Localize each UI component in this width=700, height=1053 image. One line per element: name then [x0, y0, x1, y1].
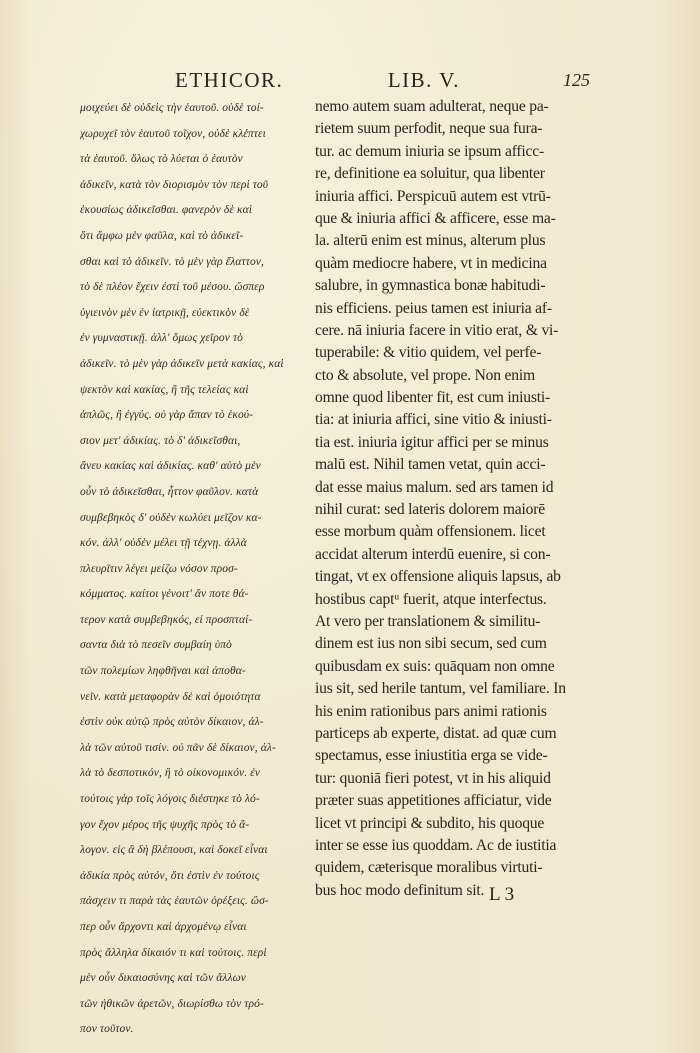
greek-text-line: γον ἔχον μέρος τῆς ψυχῆς πρὸς τὸ ἄ- [80, 818, 250, 831]
greek-text-line: ἄνευ κακίας καὶ ἀδικίας. καθ' αὑτὸ μὲν [80, 460, 261, 473]
latin-text-line: ius sit, sed herile tantum, vel familiare. In [315, 680, 566, 698]
greek-text-line: ἐν γυμναστικῇ. ἀλλ' ὅμως χεῖρον τὸ [80, 332, 244, 345]
latin-text-line: quàm mediocre habere, vt in medicina [315, 254, 547, 272]
latin-text-line: tia est. iniuria igitur affici per se minus [315, 433, 549, 451]
latin-text-line: tur: quoniā fieri potest, vt in his aliquid [315, 769, 551, 787]
latin-text-line: que & iniuria affici & afficere, esse ma- [315, 209, 556, 227]
greek-text-line: χωρυχεῖ τὸν ἑαυτοῦ τοῖχον, οὐδὲ κλέπτει [80, 127, 266, 140]
latin-text-line: particeps ab experte, distat. ad quæ cum [315, 724, 557, 742]
greek-text-line: τῶν ἠθικῶν ἀρετῶν, διωρίσθω τὸν τρό- [80, 997, 264, 1010]
page-number: 125 [563, 70, 590, 90]
greek-text-line: ψεκτὸν καὶ κακίας, ἢ τῆς τελείας καὶ [80, 383, 249, 396]
greek-text-line: λογον. εἰς ἃ δὴ βλέπουσι, καὶ δοκεῖ εἶναι [80, 844, 268, 857]
latin-text-line: inter se esse ius quoddam. Ac de iustitia [315, 836, 557, 854]
greek-text-line: σιον μετ' ἀδικίας. τὸ δ' ἀδικεῖσθαι, [80, 434, 241, 447]
greek-text-line: ἀδικία πρὸς αὑτόν, ὅτι ἐστὶν ἐν τούτοις [80, 869, 260, 882]
greek-text-line: κόμματος. καίτοι γένοιτ' ἄν ποτε θά- [80, 588, 249, 601]
latin-text-line: re, definitione ea soluitur, qua libenter [315, 165, 545, 183]
running-title-left: ETHICOR. [175, 68, 284, 92]
greek-text-line: λὰ τὸ δεσποτικόν, ἢ τὸ οἰκονομικόν. ἐν [80, 767, 261, 780]
latin-text-line: bus hoc modo definitum sit. [315, 881, 485, 899]
latin-text-line: præter suas appetitiones afficiatur, vide [315, 792, 552, 810]
greek-text-line: σαντα διὰ τὸ πεσεῖν συμβαίη ὑπὸ [80, 639, 232, 652]
greek-text-column [80, 96, 308, 1043]
latin-text-line: salubre, in gymnastica bonæ habitudi- [315, 277, 546, 295]
greek-text-line: ἐστὶν οὐκ αὐτῷ πρὸς αὑτὸν δίκαιον, ἀλ- [80, 716, 264, 729]
latin-text-line: malū est. Nihil tamen vetat, quin acci- [315, 456, 546, 474]
latin-text-line: rietem suum perfodit, neque sua fura- [315, 120, 543, 138]
running-head [175, 68, 460, 93]
greek-text-line: πον τοῦτον. [80, 1023, 134, 1036]
latin-text-line: quibusdam ex suis: quāquam non omne [315, 657, 555, 675]
running-title-right: LIB. V. [387, 68, 460, 92]
latin-text-line: spectamus, esse iniustitia erga se vide- [315, 747, 548, 765]
greek-text-line: τερον κατὰ συμβεβηκός, εἰ προσπταί- [80, 613, 253, 626]
greek-text-line: κόν. ἀλλ' οὐδὲν μέλει τῇ τέχνῃ. ἀλλὰ [80, 537, 247, 550]
greek-text-line: τὰ ἑαυτοῦ. ὅλως τὸ λύεται ὁ ἑαυτὸν [80, 153, 243, 166]
greek-text-line: ὑγιεινὸν μὲν ἐν ἰατρικῇ, εὐεκτικὸν δὲ [80, 306, 250, 319]
greek-text-line: ὅτι ἄμφω μὲν φαῦλα, καὶ τὸ ἀδικεῖ- [80, 229, 244, 242]
greek-text-line: οὖν τὸ ἀδικεῖσθαι, ἧττον φαῦλον. κατὰ [80, 485, 259, 498]
latin-text-line: nis efficiens. peius tamen est iniuria af- [315, 299, 552, 317]
latin-text-line: accidat alterum interdū euenire, si con- [315, 545, 551, 563]
greek-text-line: ἁπλῶς, ἢ ἐγγύς. οὐ γὰρ ἅπαν τὸ ἑκού- [80, 409, 254, 422]
greek-text-line: ἑκουσίως ἀδικεῖσθαι. φανερὸν δὲ καὶ [80, 204, 253, 217]
greek-text-line: πλευρῖτιν λέγει μείζω νόσον προσ- [80, 562, 238, 575]
latin-text-line: tia: at iniuria affici, sine vitio & iniusti- [315, 411, 552, 429]
latin-text-line: nemo autem suam adulterat, neque pa- [315, 98, 549, 115]
latin-text-line: omne quod libenter fit, est cum iniusti- [315, 389, 550, 407]
latin-text-line: esse morbum quàm offensionem. licet [315, 523, 546, 541]
latin-text-line: tuperabile: & vitio quidem, vel perfe- [315, 344, 542, 362]
latin-text-line: cto & absolute, vel prope. Non enim [315, 366, 535, 384]
latin-text-line: his enim rationibus pars animi rationis [315, 702, 547, 720]
greek-text-line: ἀδικεῖν. τὸ μὲν γὰρ ἀδικεῖν μετὰ κακίας, καὶ [80, 357, 284, 370]
greek-text-line: τούτοις γὰρ τοῖς λόγοις διέστηκε τὸ λό- [80, 793, 260, 806]
greek-text-line: νεῖν. κατὰ μεταφορὰν δὲ καὶ ὁμοιότητα [80, 690, 261, 703]
greek-text-line: μὲν οὖν δικαιοσύνης καὶ τῶν ἄλλων [80, 972, 246, 985]
greek-text-line: περ οὖν ἄρχοντι καὶ ἀρχομένῳ εἶναι [80, 921, 247, 933]
greek-text-line: πρὸς ἄλληλα δίκαιόν τι καὶ τούτοις. περὶ [80, 946, 267, 959]
latin-text-line: licet vt principi & subdito, his quoque [315, 814, 545, 832]
greek-text-line: σθαι καὶ τὸ ἀδικεῖν. τὸ μὲν γὰρ ἔλαττον, [80, 255, 264, 268]
latin-text-line: cere. nā iniuria facere in vitio erat, & vi- [315, 321, 559, 339]
latin-text-line: tur. ac demum iniuria se ipsum afficc- [315, 142, 544, 160]
latin-text-line: la. alterū enim est minus, alterum plus [315, 232, 546, 250]
latin-text-line: hostibus captᵘ fuerit, atque interfectus. [315, 590, 547, 608]
latin-text-column [315, 96, 583, 902]
greek-text-line: πάσχειν τι παρὰ τὰς ἑαυτῶν ὀρέξεις. ὥσ- [80, 895, 269, 908]
latin-text-line: tingat, vt ex offensione aliquis lapsus, ab [315, 568, 561, 586]
latin-text-line: At vero per translationem & similitu- [315, 612, 541, 630]
latin-text-line: nihil curat: sed lateris dolorem maiorē [315, 501, 545, 519]
greek-text-line: τῶν πολεμίων ληφθῆναι καὶ ἀποθα- [80, 665, 246, 678]
latin-text-line: dinem est ius non sibi secum, sed cum [315, 635, 547, 653]
latin-text-line: dat esse maius malum. sed ars tamen id [315, 478, 554, 496]
latin-text-line: quidem, cæterisque moralibus virtuti- [315, 859, 543, 877]
greek-text-line: ἀδικεῖν, κατὰ τὸν διορισμὸν τὸν περὶ τοῦ [80, 178, 269, 191]
latin-text-line: iniuria affici. Perspicuū autem est vtrū- [315, 187, 551, 205]
greek-text-line: συμβεβηκὸς δ' οὐδὲν κωλύει μεῖζον κα- [80, 511, 262, 524]
greek-text-line: μοιχεύει δὲ οὐδεὶς τὴν ἑαυτοῦ. οὐδὲ τοί- [80, 102, 264, 114]
signature-mark: L 3 [489, 884, 515, 905]
greek-text-line: λὰ τῶν αὐτοῦ τισίν. οὐ πᾶν δὲ δίκαιον, ἀλ- [80, 741, 276, 754]
greek-text-line: τὸ δὲ πλέον ἔχειν ἐστὶ τοῦ μέσου. ὥσπερ [80, 281, 265, 294]
